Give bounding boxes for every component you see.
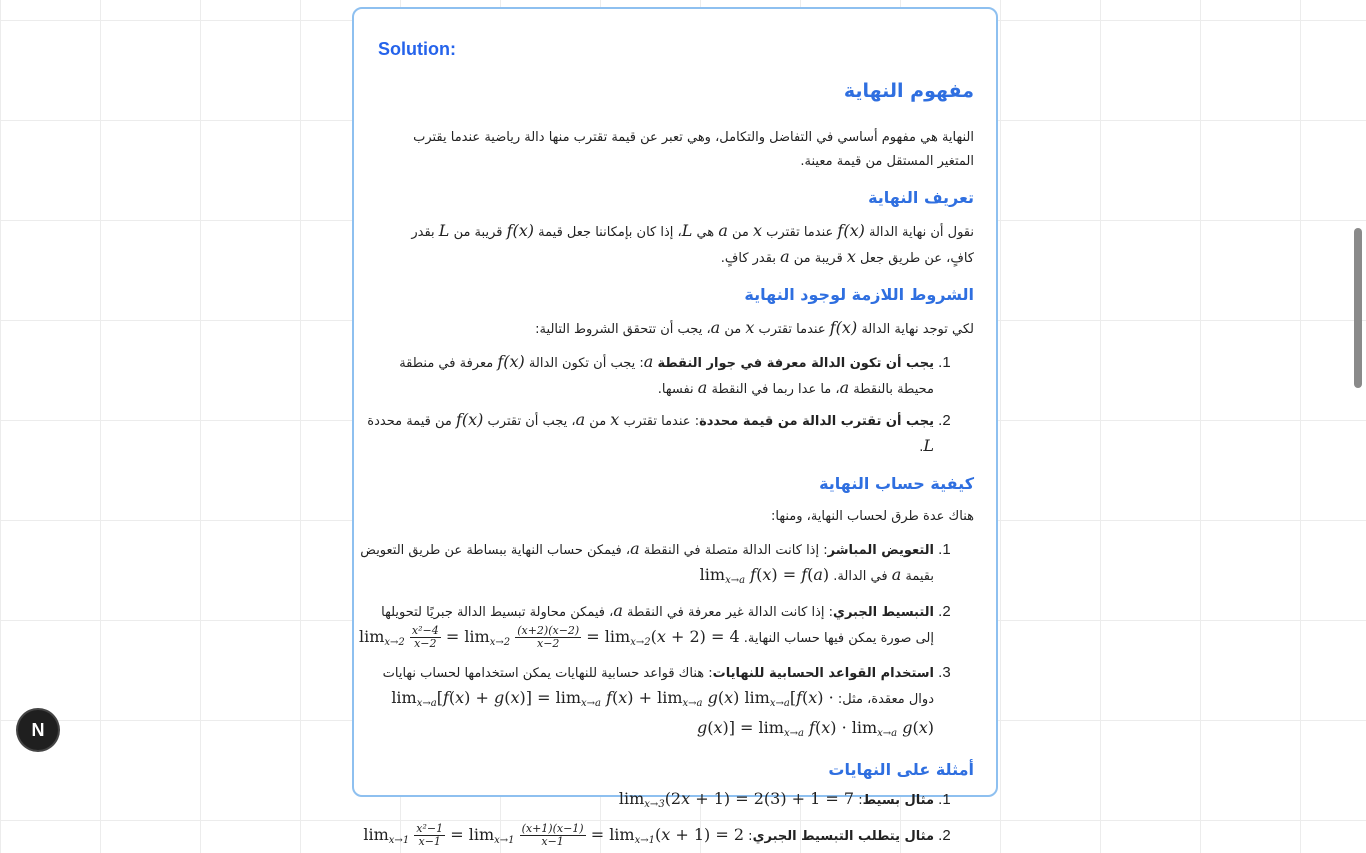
methods-heading: كيفية حساب النهاية — [819, 474, 974, 493]
conditions-intro: لكي توجد نهاية الدالة f(x) عندما تقترب x من a، يجب أن تتحقق الشروط التالية: — [535, 318, 974, 337]
math-fx: f(x) — [837, 221, 865, 240]
math-rules: $\lim_{x\to a}[f(x) + g(x)] = \lim_{x\to a} f(x) + \lim_{x\to a} g(x) \lim_{x\to a}[f(x) \cdot g(x)] = \lim_{x\to a} f(x) \cdot \lim_{x\to a} g(x)$ — [391, 688, 934, 739]
list-item: 1. يجب أن تكون الدالة معرفة في جوار النقطة a: يجب أن تكون الدالة f(x) معرفة في منطقة محيطة بالنقطة a، ما عدا ربما في النقطة a نفسها. — [359, 350, 934, 402]
solution-card — [352, 7, 998, 848]
math-algebraic: $\lim_{x\to 2}$ $\frac{\text{x²−4}}{x-2}$ = $\lim_{x\to 2}$ $\frac{(x+2)(x-2)}{x-2}$ = $\lim_{x\to 2}(x + 2) = 4$ — [359, 624, 740, 650]
list-item: 3. استخدام القواعد الحسابية للنهايات: هناك قواعد حسابية للنهايات يمكن استخدامها لحساب نهايات دوال معقدة، مثل: $\lim_{x\to a}[f(x) + g(x)] = \lim_{x\to a} f(x) + \lim_{x\to a} g(x) \lim_{x\to a}[f(x) \cdot g(x)] = \lim_{x\to a} f(x) \cdot \lim_{x\to a} g(x)$ — [359, 661, 934, 746]
list-item: 2. مثال يتطلب التبسيط الجبري: $\lim_{x\to 1}$ $\frac{\text{x²−1}}{x-1}$ = $\lim_{x\to 1}$ $\frac{(x+1)(x-1)}{x-1}$ = $\lim_{x\to 1}(x + 1) = 2$ — [359, 823, 934, 853]
definition-paragraph: نقول أن نهاية الدالة f(x) عندما تقترب x من a هي L، إذا كان بإمكاننا جعل قيمة f(x) قريبة من L بقدر كافٍ، عن طريق جعل x قريبة من a بقدر كافٍ. — [411, 221, 974, 266]
math-example-2: $\lim_{x\to 1}$ $\frac{\text{x²−1}}{x-1}$ = $\lim_{x\to 1}$ $\frac{(x+1)(x-1)}{x-1}$ = $\lim_{x\to 1}(x + 1) = 2$ — [363, 822, 745, 848]
list-item: 1. التعويض المباشر: إذا كانت الدالة متصلة في النقطة a، فيمكن حساب النهاية ببساطة عن طريق التعويض بقيمة a في الدالة. $\lim_{x\to a} f(x) = f(a)$ — [359, 537, 934, 593]
content — [359, 80, 974, 853]
conditions-list — [367, 350, 974, 460]
definition-heading: تعريف النهاية — [868, 188, 974, 207]
page-title: مفهوم النهاية — [843, 80, 974, 102]
solution-label: Solution: — [378, 39, 456, 59]
nextjs-badge-button[interactable]: N — [18, 710, 58, 750]
methods-intro: هناك عدة طرق لحساب النهاية، ومنها: — [771, 509, 974, 524]
examples-heading: أمثلة على النهايات — [828, 760, 974, 779]
conditions-heading: الشروط اللازمة لوجود النهاية — [744, 285, 974, 304]
list-item: 2. يجب أن تقترب الدالة من قيمة محددة: عندما تقترب x من a، يجب أن تقترب f(x) من قيمة محددة L. — [359, 408, 934, 460]
page-scrollbar-thumb[interactable] — [1354, 228, 1362, 388]
examples-list — [363, 787, 974, 853]
methods-list — [359, 537, 974, 746]
math-direct-sub: $\lim_{x\to a} f(x) = f(a)$ — [699, 565, 830, 586]
intro-paragraph: النهاية هي مفهوم أساسي في التفاضل والتكامل، وهي تعبر عن قيمة تقترب منها دالة رياضية عندما يقترب المتغير المستقل من قيمة معينة. — [413, 130, 974, 169]
math-example-1: $\lim_{x\to 3}(2x + 1) = 2(3) + 1 = 7$ — [618, 789, 855, 810]
list-item: 1. مثال بسيط: $\lim_{x\to 3}(2x + 1) = 2(3) + 1 = 7$ — [359, 787, 934, 817]
list-item: 2. التبسيط الجبري: إذا كانت الدالة غير معرفة في النقطة a، فيمكن محاولة تبسيط الدالة جبريًا لتحويلها إلى صورة يمكن فيها حساب النهاية. $\lim_{x\to 2}$ $\frac{\text{x²−4}}{x-2}$ = $\lim_{x\to 2}$ $\frac{(x+2)(x-2)}{x-2}$ = $\lim_{x\to 2}(x + 2) = 4$ — [359, 599, 934, 655]
